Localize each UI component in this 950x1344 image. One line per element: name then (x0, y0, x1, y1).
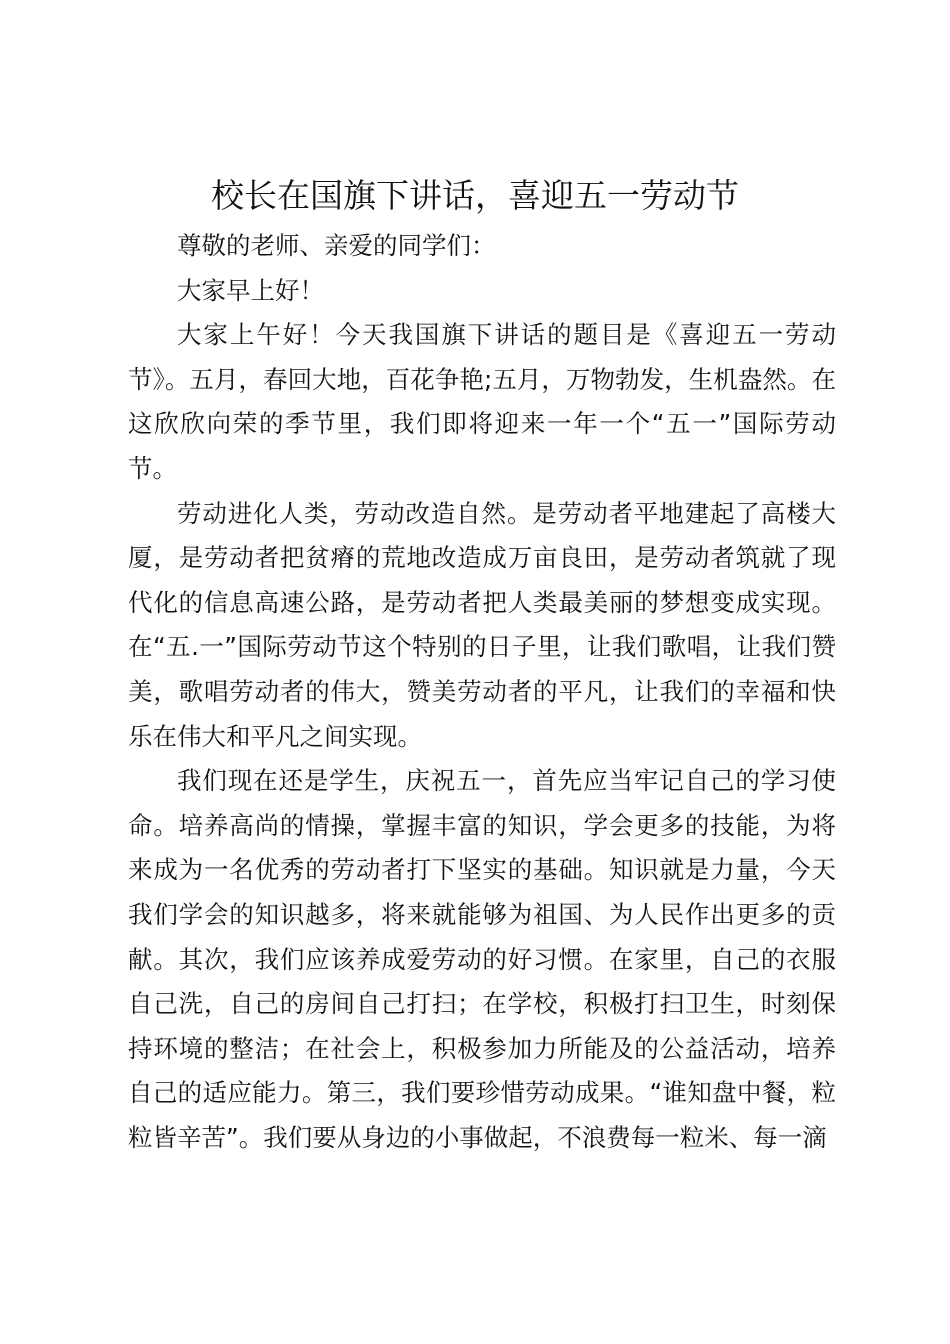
paragraph-labor: 劳动进化人类，劳动改造自然。是劳动者平地建起了高楼大厦，是劳动者把贫瘠的荒地改造成万亩良田，是劳动者筑就了现代化的信息高速公路，是劳动者把人类最美丽的梦想变成实现。在“五.一”国际劳动节这个特别的日子里，让我们歌唱，让我们赞美，歌唱劳动者的伟大，赞美劳动者的平凡，让我们的幸福和快乐在伟大和平凡之间实现。 (128, 498, 836, 751)
paragraph-salutation: 尊敬的老师、亲爱的同学们： (177, 231, 496, 260)
paragraph-greeting: 大家早上好！ (177, 275, 324, 305)
paragraph-students: 我们现在还是学生，庆祝五一，首先应当牢记自己的学习使命。培养高尚的情操，掌握丰富的知识，学会更多的技能，为将来成为一名优秀的劳动者打下坚实的基础。知识就是力量，今天我们学会的知识越多，将来就能够为祖国、为人民作出更多的贡献。其次，我们应该养成爱劳动的好习惯。在家里，自己的衣服自己洗，自己的房间自己打扫；在学校，积极打扫卫生，时刻保持环境的整洁；在社会上，积极参加力所能及的公益活动，培养自己的适应能力。第三，我们要珍惜劳动成果。“谁知盘中餐，粒粒皆辛苦”。我们要从身边的小事做起，不浪费每一粒米、每一滴 (128, 766, 836, 1152)
document-title: 校长在国旗下讲话，喜迎五一劳动节 (211, 176, 739, 215)
paragraph-intro: 大家上午好！今天我国旗下讲话的题目是《喜迎五一劳动节》。五月，春回大地，百花争艳;五月，万物勃发，生机盎然。在这欣欣向荣的季节里，我们即将迎来一年一个“五一”国际劳动节。 (128, 320, 836, 483)
document-body (128, 224, 836, 1160)
